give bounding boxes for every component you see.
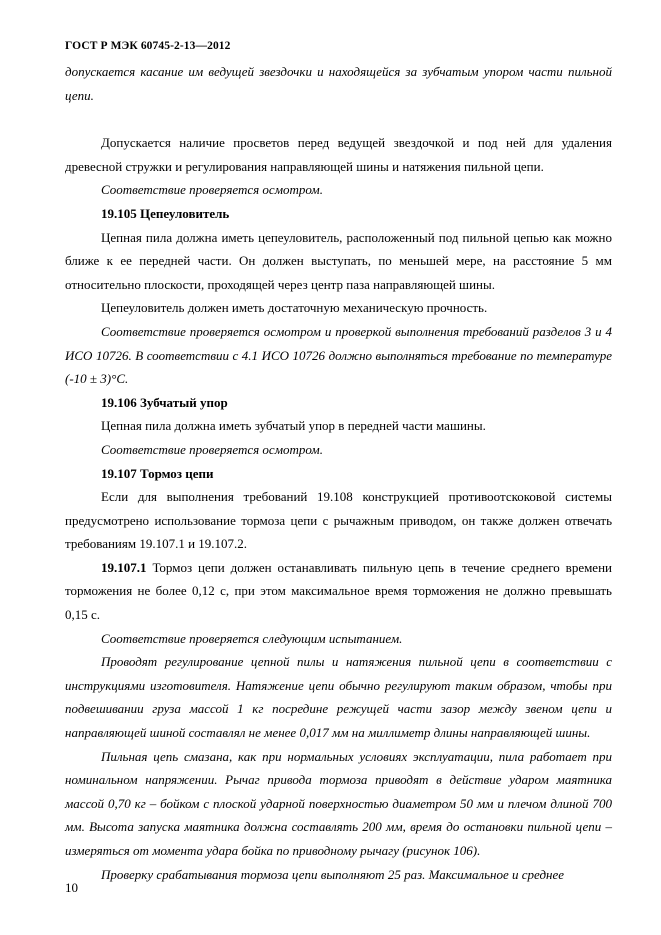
section-heading: 19.105 Цепеуловитель — [101, 205, 230, 221]
section-heading: 19.106 Зубчатый упор — [101, 394, 228, 410]
document-body — [65, 60, 612, 886]
test-repeat-paragraph: Проверку срабатывания тормоза цепи выполняют 25 раз. Максимальное и среднее — [101, 866, 565, 882]
section-19-107-paragraph: Если для выполнения требований 19.108 конструкцией противоотскоковой системы предусмотрено использование тормоза цепи с рычажным приводом, он также должен отвечать требованиям 19.107.1 и 19.107.2. — [65, 489, 612, 552]
section-heading: 19.107 Тормоз цепи — [101, 465, 214, 481]
section-19-107-1-check: Соответствие проверяется следующим испытанием. — [101, 630, 403, 646]
section-19-107-title — [65, 462, 612, 486]
section-19-105-paragraph-2: Цепеуловитель должен иметь достаточную механическую прочность. — [101, 300, 488, 316]
section-19-106-title — [65, 391, 612, 415]
paragraph-intro: допускается касание им ведущей звездочки и находящейся за зубчатым упором части пильной цепи. — [65, 64, 612, 103]
clause-number: 19.107.1 — [101, 559, 147, 575]
section-19-105-paragraph-1: Цепная пила должна иметь цепеуловитель, расположенный под пильной цепью как можно ближе к ее передней части. Он должен выступать, по меньшей мере, на расстояние 5 мм относительно плоскости, проходящей через центр паза направляющей шины. — [65, 229, 612, 292]
section-19-106-check: Соответствие проверяется осмотром. — [101, 441, 323, 457]
paragraph-gaps: Допускается наличие просветов перед ведущей звездочкой и под ней для удаления древесной стружки и регулирования направляющей шины и натяжения пильной цепи. — [65, 135, 612, 174]
section-19-105-title — [65, 202, 612, 226]
document-header: ГОСТ Р МЭК 60745-2-13—2012 — [65, 40, 231, 52]
section-19-106-paragraph: Цепная пила должна иметь зубчатый упор в передней части машины. — [101, 418, 486, 434]
check-note-visual: Соответствие проверяется осмотром. — [101, 182, 323, 198]
clause-text: Тормоз цепи должен останавливать пильную цепь в течение среднего времени торможения не более 0,12 с, при этом максимальное время торможения не должно превышать 0,15 с. — [65, 559, 612, 623]
test-adjustment-paragraph: Проводят регулирование цепной пилы и натяжения пильной цепи в соответствии с инструкциями изготовителя. Натяжение цепи обычно регулируют таким образом, чтобы при подвешивании груза массой 1 кг посредине режущей части зазор между звеном цепи и направляющей шиной составлял не менее 0,017 мм на миллиметр длины направляющей шины. — [65, 654, 612, 741]
section-19-107-1-paragraph — [65, 556, 612, 627]
section-19-105-check: Соответствие проверяется осмотром и проверкой выполнения требований разделов 3 и 4 ИСО 10726. В соответствии с 4.1 ИСО 10726 должно выполняться требование по температуре (-10 ± 3)°С. — [65, 323, 612, 387]
test-pendulum-paragraph: Пильная цепь смазана, как при нормальных условиях эксплуатации, пила работает при номинальном напряжении. Рычаг привода тормоза приводят в действие ударом маятника массой 0,70 кг – бойком с плоской ударной поверхностью диаметром 50 мм и плечом длиной 700 мм. Высота запуска маятника должна составлять 200 мм, время до остановки пильной цепи – измеряться от момента удара бойка по приводному рычагу (рисунок 106). — [65, 748, 612, 858]
page-number: 10 — [65, 880, 78, 895]
